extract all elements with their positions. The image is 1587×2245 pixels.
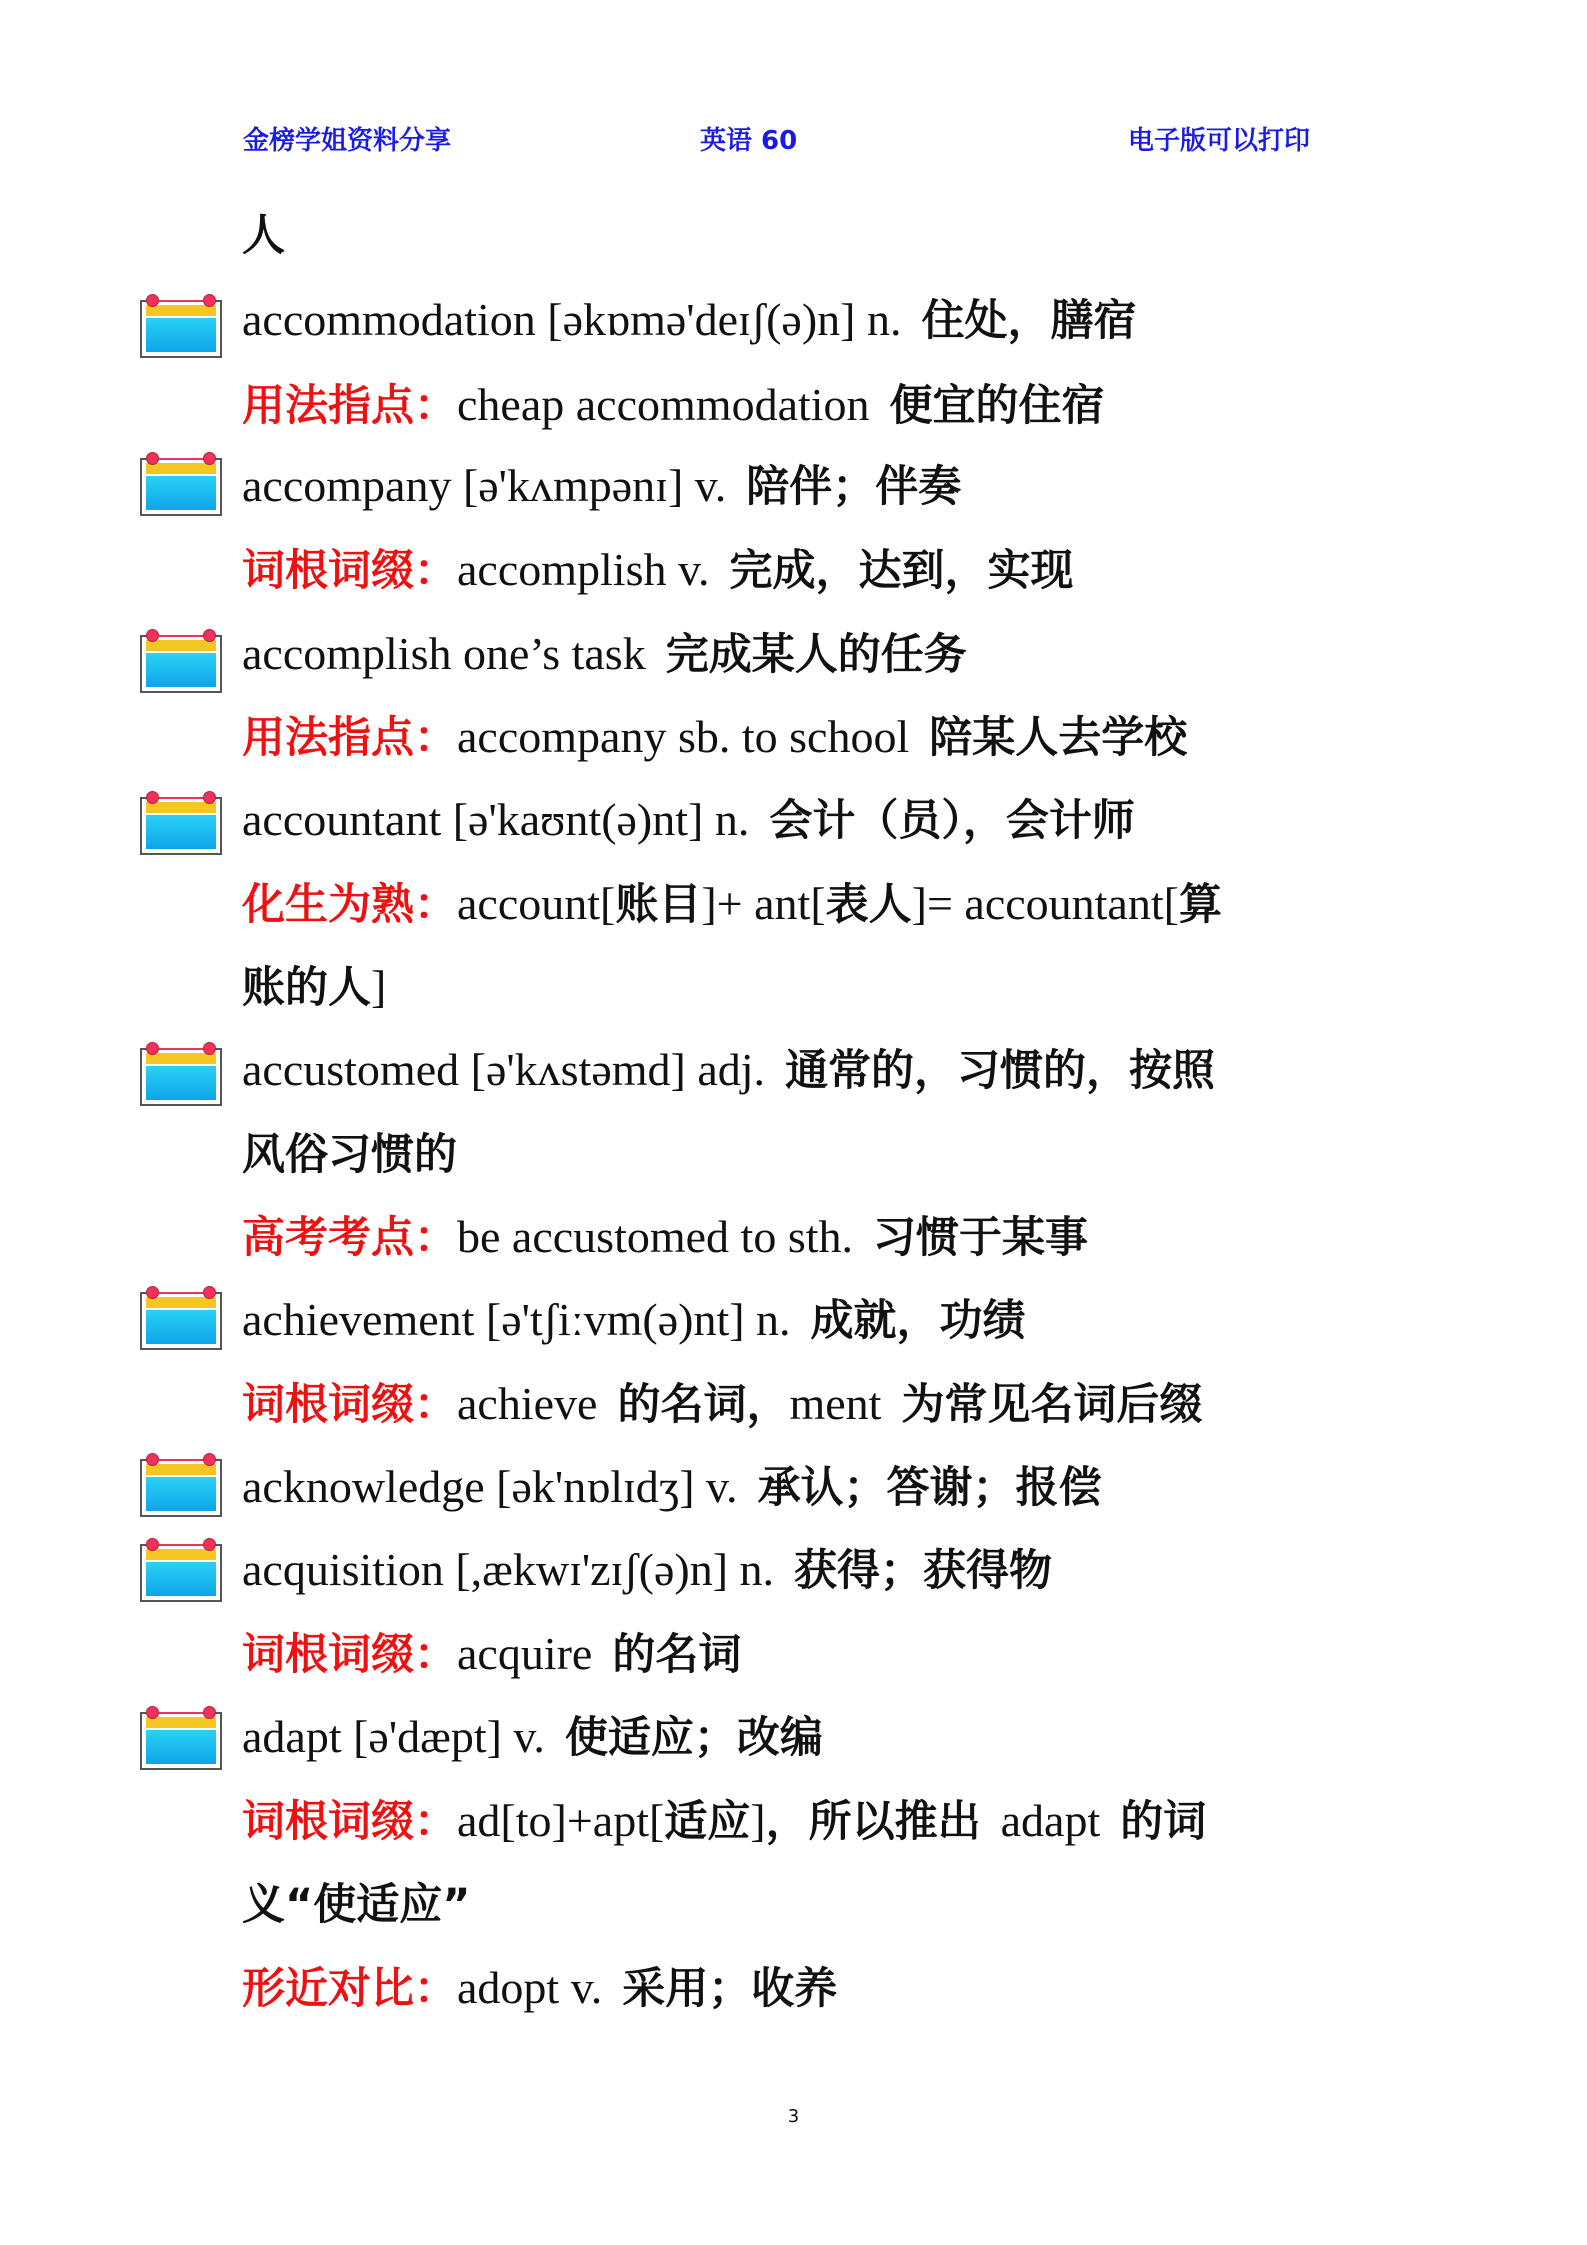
monitor-icon (140, 450, 224, 516)
note-english: ]+ ant[ (701, 878, 826, 929)
note-english: accompany sb. to school (457, 711, 910, 762)
monitor-icon (140, 1451, 224, 1517)
note-label: 高考考点： (242, 1213, 457, 1263)
entry-accountant (242, 790, 1135, 851)
note-chinese: 的词 (1120, 1797, 1207, 1847)
monitor-icon (140, 1040, 224, 1106)
monitor-icon (140, 627, 224, 693)
note-line (242, 1624, 741, 1685)
note-line (242, 540, 1074, 601)
header-center-text: 英语 60 (700, 126, 798, 156)
note-english: achieve (457, 1378, 598, 1429)
continued-text (242, 205, 285, 266)
note-label: 词根词缀： (242, 1380, 457, 1430)
entry-headword: acquisition [,ækwɪ'zɪʃ(ə)n] n. (242, 1544, 775, 1595)
note-line (242, 1207, 1088, 1268)
page-number: 3 (787, 2106, 800, 2127)
entry-headword: accommodation [əkɒmə'deɪʃ(ə)n] n. (242, 294, 902, 345)
entry-headword: acknowledge [ək'nɒlɪdʒ] v. (242, 1461, 738, 1512)
note-chinese: 账的人 (242, 963, 371, 1013)
entry-adapt (242, 1707, 823, 1768)
entry-meaning: 通常的，习惯的，按照 (785, 1046, 1216, 1096)
entry-meaning: 成就，功绩 (810, 1296, 1026, 1346)
note-english: adopt v. (457, 1962, 603, 2013)
note-chinese: 完成，达到，实现 (729, 546, 1074, 596)
entry-acquisition (242, 1540, 1052, 1601)
entry-achievement (242, 1290, 1026, 1351)
monitor-icon (140, 1284, 224, 1350)
note-english: ad[to]+apt[ (457, 1795, 665, 1846)
note-chinese: 便宜的住宿 (889, 381, 1105, 431)
note-line (242, 1374, 1202, 1435)
entry-meaning: 获得；获得物 (794, 1546, 1053, 1596)
note-label: 用法指点： (242, 713, 457, 763)
note-chinese: 适应 (664, 1797, 751, 1847)
note-label: 词根词缀： (242, 546, 457, 596)
monitor-icon (140, 292, 224, 358)
note-chinese: 的名词， (617, 1380, 790, 1430)
entry-headword: accustomed [ə'kʌstəmd] adj. (242, 1044, 766, 1095)
entry-meaning: 使适应；改编 (564, 1713, 823, 1763)
entry-meaning: 住处，膳宿 (921, 296, 1137, 346)
note-chinese: 的名词 (612, 1630, 742, 1680)
entry-headword: accompany [ə'kʌmpənɪ] v. (242, 460, 727, 511)
entry-headword: adapt [ə'dæpt] v. (242, 1711, 545, 1762)
note-label: 词根词缀： (242, 1797, 457, 1847)
note-english: cheap accommodation (457, 379, 870, 430)
entry-continuation (242, 1124, 457, 1185)
note-line (242, 874, 1222, 935)
note-english: ] (750, 1795, 766, 1846)
entry-meaning: 风俗习惯的 (242, 1130, 457, 1180)
header-left-text: 金榜学姐资料分享 (243, 126, 452, 156)
note-label: 词根词缀： (242, 1630, 457, 1680)
note-label: 化生为熟： (242, 880, 457, 930)
entry-meaning: 承认；答谢；报偿 (757, 1463, 1102, 1513)
chinese-text: 人 (242, 211, 285, 261)
note-continuation (242, 1874, 471, 1935)
note-line (242, 1958, 837, 2019)
entry-accompany (242, 456, 961, 517)
entry-headword: achievement [ə'tʃiːvm(ə)nt] n. (242, 1294, 791, 1345)
note-continuation (242, 957, 386, 1018)
note-chinese: 采用；收养 (622, 1964, 838, 2014)
note-chinese: 习惯于某事 (873, 1213, 1089, 1263)
entry-meaning: 陪伴；伴奏 (746, 462, 962, 512)
monitor-icon (140, 1536, 224, 1602)
monitor-icon (140, 789, 224, 855)
note-line (242, 375, 1105, 436)
note-line (242, 1791, 1206, 1852)
note-chinese: ，所以推出 (765, 1797, 981, 1847)
entry-accommodation (242, 290, 1136, 351)
entry-accomplish-task (242, 624, 967, 685)
note-chinese: 账目 (615, 880, 702, 930)
note-english: account[ (457, 878, 616, 929)
note-chinese: 算 (1178, 880, 1222, 930)
note-line (242, 707, 1187, 768)
note-english: be accustomed to sth. (457, 1211, 854, 1262)
entry-meaning: 完成某人的任务 (665, 630, 967, 680)
note-label: 形近对比： (242, 1964, 457, 2014)
entry-acknowledge (242, 1457, 1102, 1518)
monitor-icon (140, 1704, 224, 1770)
entry-headword: accomplish one’s task (242, 628, 646, 679)
note-english: ]= accountant[ (911, 878, 1179, 929)
note-chinese: 为常见名词后缀 (901, 1380, 1203, 1430)
note-chinese: 表人 (825, 880, 912, 930)
entry-accustomed (242, 1040, 1215, 1101)
entry-headword: accountant [ə'kaʊnt(ə)nt] n. (242, 794, 750, 845)
entry-meaning: 会计（员），会计师 (769, 796, 1135, 846)
note-chinese: 陪某人去学校 (929, 713, 1188, 763)
note-english: ] (371, 961, 387, 1012)
note-chinese: 义“使适应” (242, 1880, 471, 1930)
note-english: acquire (457, 1628, 593, 1679)
note-english: accomplish v. (457, 544, 710, 595)
note-english: ment (789, 1378, 882, 1429)
header-right-text: 电子版可以打印 (1128, 126, 1311, 156)
note-english: adapt (1000, 1795, 1101, 1846)
note-label: 用法指点： (242, 381, 457, 431)
